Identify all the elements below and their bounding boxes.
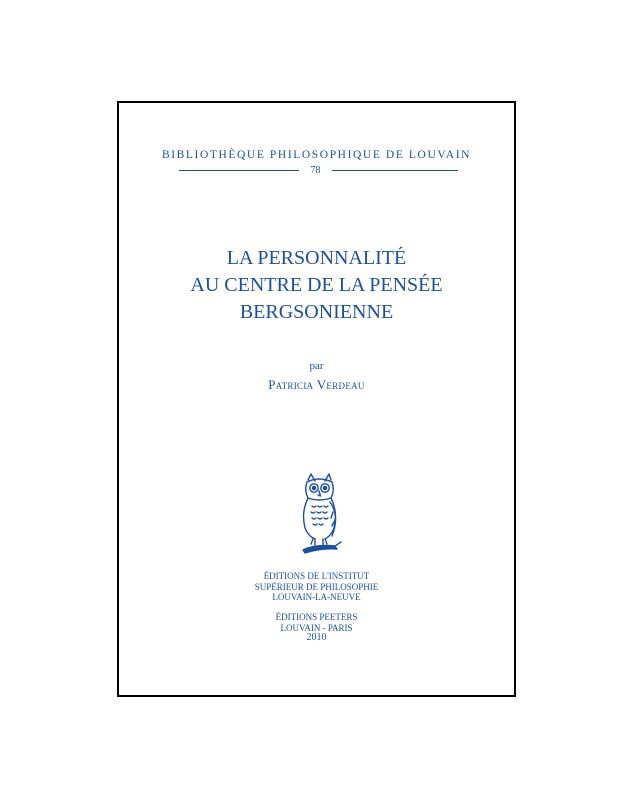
book-cover [117,101,516,697]
publisher-line: LOUVAIN - PARIS [280,622,353,633]
publisher-line: ÉDITIONS PEETERS [275,612,358,622]
series-rule-right [332,170,458,171]
publication-year: 2010 [306,632,327,643]
publisher-line: SUPÉRIEUR DE PHILOSOPHIE [254,581,379,592]
series-number: 78 [310,165,321,176]
publisher-line: ÉDITIONS DE L'INSTITUT [263,571,370,581]
series-rule [179,166,458,176]
series-rule-left [179,170,299,171]
title-line: AU CENTRE DE LA PENSÉE [190,274,443,296]
title-line: LA PERSONNALITÉ [226,247,407,269]
publisher-institute [119,571,514,603]
title-line: BERGSONIENNE [239,301,394,323]
owl-icon [295,472,343,556]
publisher-line: LOUVAIN-LA-NEUVE [272,592,361,602]
author-name: Patricia Verdeau [268,377,365,392]
book-title [119,245,514,326]
by-label: par [309,360,324,372]
publisher-peeters [119,612,514,644]
series-title: BIBLIOTHÈQUE PHILOSOPHIQUE DE LOUVAIN [161,149,472,161]
